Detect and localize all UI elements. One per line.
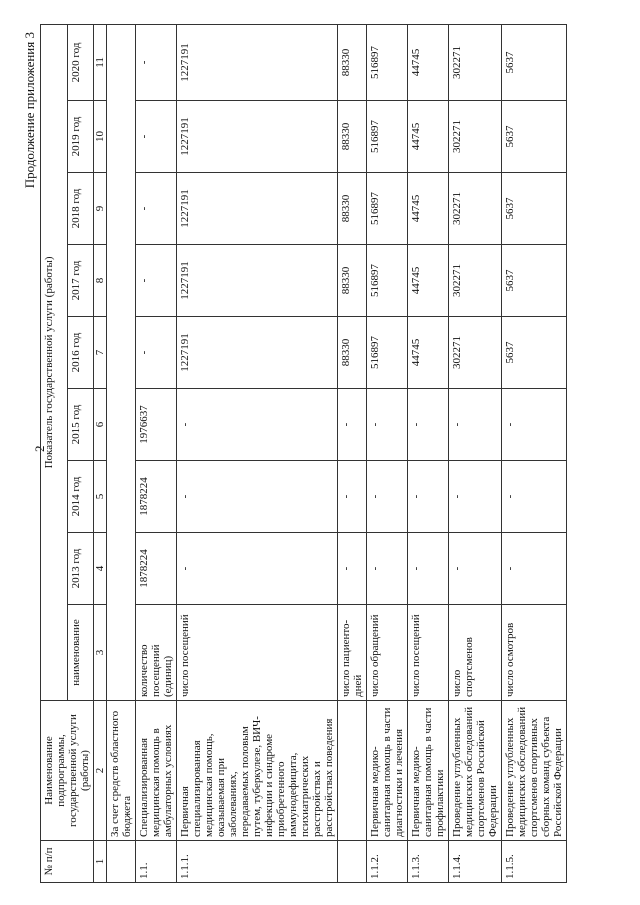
header-num: № п/п [41, 841, 94, 883]
row-value: 44745 [408, 317, 449, 389]
row-value: - [449, 533, 502, 605]
column-number: 8 [94, 245, 107, 317]
header-year: 2014 год [67, 461, 94, 533]
row-value: - [449, 461, 502, 533]
continuation-label: Продолжение приложения 3 [22, 32, 37, 189]
column-number: 10 [94, 101, 107, 173]
row-value: - [367, 389, 408, 461]
table-row [177, 24, 338, 882]
row-program: Проведение углубленных медицинских обследований спортсменов Российской Федерации [449, 701, 502, 841]
row-value: - [367, 461, 408, 533]
row-number: 1.1. [136, 841, 177, 883]
row-value: 302271 [449, 317, 502, 389]
row-value: 44745 [408, 101, 449, 173]
row-value: - [177, 533, 338, 605]
row-value: 516897 [367, 173, 408, 245]
row-value: - [338, 389, 367, 461]
table-row [502, 24, 567, 882]
table-row [449, 24, 502, 882]
row-value: - [408, 461, 449, 533]
row-value: 88330 [338, 24, 367, 100]
row-number: 1.1.2. [367, 841, 408, 883]
row-value: - [449, 389, 502, 461]
row-number [338, 841, 367, 883]
page-number: 2 [32, 445, 47, 452]
column-number: 6 [94, 389, 107, 461]
row-value: 302271 [449, 245, 502, 317]
row-indicator: количество посещений (единиц) [136, 605, 177, 701]
row-value: 44745 [408, 24, 449, 100]
header-year: 2015 год [67, 389, 94, 461]
row-value: - [367, 533, 408, 605]
row-value: 1227191 [177, 173, 338, 245]
row-number: 1.1.4. [449, 841, 502, 883]
row-value: - [136, 24, 177, 100]
row-value: 1227191 [177, 245, 338, 317]
row-value: 1878224 [136, 461, 177, 533]
row-value: 5637 [502, 101, 567, 173]
row-value: - [177, 389, 338, 461]
row-value: 88330 [338, 173, 367, 245]
column-numbers-row [94, 24, 107, 882]
row-value: - [338, 533, 367, 605]
column-number: 11 [94, 24, 107, 100]
row-value: - [502, 533, 567, 605]
table-row [367, 24, 408, 882]
row-indicator: число спортсменов [449, 605, 502, 701]
row-value: 44745 [408, 173, 449, 245]
row-value: - [408, 533, 449, 605]
row-indicator: число пациенто-дней [338, 605, 367, 701]
row-value: - [502, 461, 567, 533]
row-value: 5637 [502, 245, 567, 317]
row-value: 44745 [408, 245, 449, 317]
header-year: 2017 год [67, 245, 94, 317]
column-number: 3 [94, 605, 107, 701]
row-program: Первичная медико-санитарная помощь в части профилактики [408, 701, 449, 841]
header-year: 2020 год [67, 24, 94, 100]
section-fill [107, 24, 136, 700]
row-value: - [502, 389, 567, 461]
row-value: 88330 [338, 245, 367, 317]
row-indicator: число осмотров [502, 605, 567, 701]
row-indicator: число посещений [177, 605, 338, 701]
column-number: 7 [94, 317, 107, 389]
section-title: За счет средств областного бюджета [107, 701, 136, 841]
row-value: 302271 [449, 101, 502, 173]
row-value: 516897 [367, 317, 408, 389]
header-year: 2013 год [67, 533, 94, 605]
row-value: 1227191 [177, 317, 338, 389]
row-value: 5637 [502, 24, 567, 100]
row-number: 1.1.5. [502, 841, 567, 883]
column-number: 5 [94, 461, 107, 533]
row-value: - [136, 245, 177, 317]
column-number: 2 [94, 701, 107, 841]
row-value: 516897 [367, 245, 408, 317]
row-value: - [136, 173, 177, 245]
row-value: 1227191 [177, 101, 338, 173]
section-empty-cell [107, 841, 136, 883]
row-value: - [177, 461, 338, 533]
header-indicator-name: наименование [67, 605, 94, 701]
header-program: Наименование подпрограммы, государственной услуги (работы) [41, 701, 94, 841]
row-value: - [136, 101, 177, 173]
row-program: Проведение углубленных медицинских обследований спортсменов спортивных сборных команд субъекта Российской Федерации [502, 701, 567, 841]
row-program: Первичная специализированная медицинская помощь, оказываемая при заболеваниях, передаваемых половым путем, туберкулезе, ВИЧ-инфекции и синдроме приобретенного иммунодефицита, психиатрических расстройствах и расстройствах поведения [177, 701, 338, 841]
header-row-1 [41, 24, 68, 882]
column-number: 9 [94, 173, 107, 245]
row-program: Специализированная медицинская помощь в амбулаторных условиях [136, 701, 177, 841]
column-number: 1 [94, 841, 107, 883]
row-value: - [338, 461, 367, 533]
row-value: 5637 [502, 173, 567, 245]
row-indicator: число посещений [408, 605, 449, 701]
row-value: 516897 [367, 24, 408, 100]
header-indicator-group: Показатель государственной услуги (работы) [41, 24, 68, 700]
section-row [107, 24, 136, 882]
header-year: 2019 год [67, 101, 94, 173]
row-program: Первичная медико-санитарная помощь в части диагностики и лечения [367, 701, 408, 841]
header-year: 2016 год [67, 317, 94, 389]
row-indicator: число обращений [367, 605, 408, 701]
row-value: 1976637 [136, 389, 177, 461]
column-number: 4 [94, 533, 107, 605]
row-value: 516897 [367, 101, 408, 173]
row-value: - [136, 317, 177, 389]
row-value: 88330 [338, 101, 367, 173]
row-number: 1.1.3. [408, 841, 449, 883]
table-body [107, 24, 567, 882]
row-value: 302271 [449, 24, 502, 100]
row-value: - [408, 389, 449, 461]
table-row [338, 24, 367, 882]
row-value: 302271 [449, 173, 502, 245]
table-row [136, 24, 177, 882]
header-year: 2018 год [67, 173, 94, 245]
row-value: 1227191 [177, 24, 338, 100]
row-value: 5637 [502, 317, 567, 389]
row-program [338, 701, 367, 841]
row-number: 1.1.1. [177, 841, 338, 883]
row-value: 1878224 [136, 533, 177, 605]
table-row [408, 24, 449, 882]
indicators-table [40, 24, 567, 883]
row-value: 88330 [338, 317, 367, 389]
